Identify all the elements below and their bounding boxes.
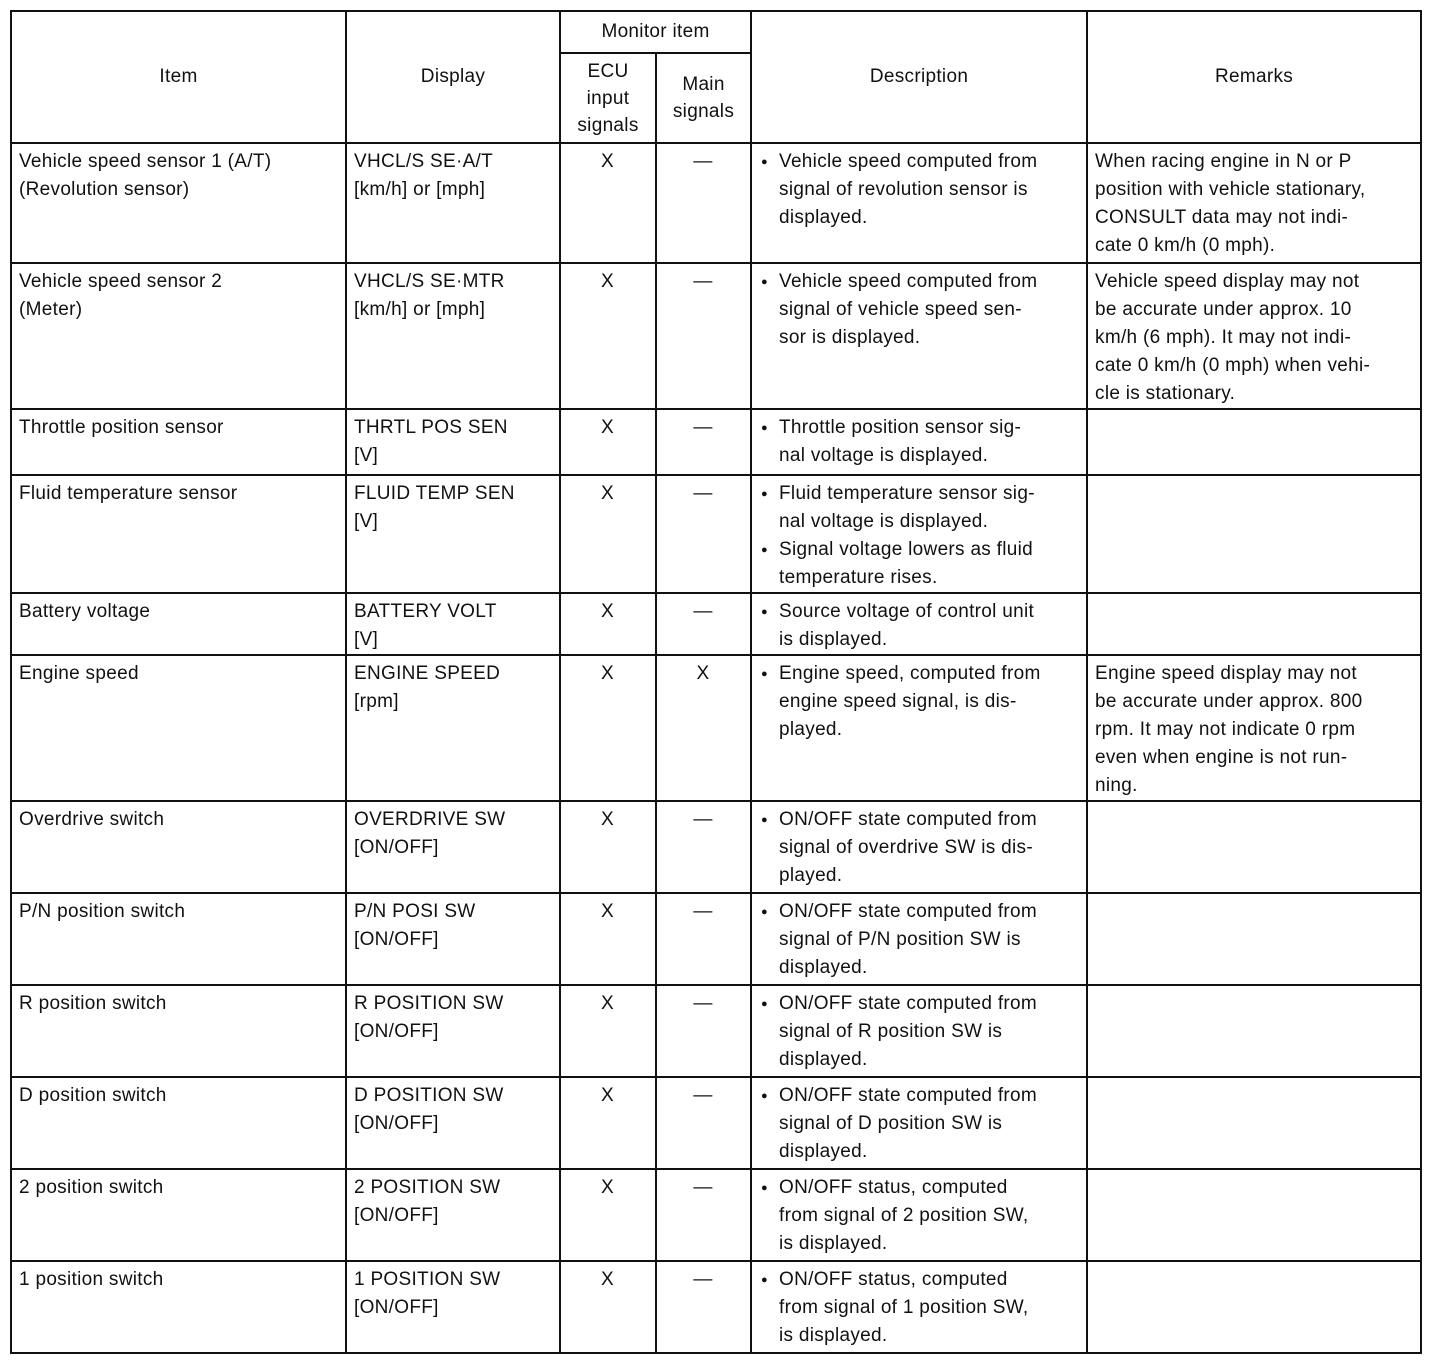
description-bullet: ● Engine speed, computed from engine speed signal, is dis- played. xyxy=(759,660,1078,744)
ecu-input-signal-mark: X xyxy=(560,1077,656,1169)
description-cell xyxy=(751,985,1087,1077)
main-signal-mark: — xyxy=(656,1261,751,1353)
ecu-input-signal-mark: X xyxy=(560,893,656,985)
main-signal-mark: — xyxy=(656,893,751,985)
description-cell xyxy=(751,1169,1087,1261)
display-cell: 1 POSITION SW [ON/OFF] xyxy=(346,1261,560,1353)
remarks-cell xyxy=(1087,1261,1421,1353)
description-cell xyxy=(751,593,1087,655)
main-signal-mark: — xyxy=(656,1077,751,1169)
description-bullet: ● Vehicle speed computed from signal of vehicle speed sen- sor is displayed. xyxy=(759,268,1078,352)
item-cell: Overdrive switch xyxy=(11,801,346,893)
header-remarks: Remarks xyxy=(1087,11,1421,143)
header-main-signals: Main signals xyxy=(656,53,751,143)
main-signal-mark: — xyxy=(656,475,751,593)
remarks-cell xyxy=(1087,1169,1421,1261)
description-bullet: ● ON/OFF state computed from signal of P/N position SW is displayed. xyxy=(759,898,1078,982)
main-signal-mark: — xyxy=(656,1169,751,1261)
ecu-input-signal-mark: X xyxy=(560,593,656,655)
description-bullet: ● Throttle position sensor sig- nal voltage is displayed. xyxy=(759,414,1078,470)
description-cell xyxy=(751,409,1087,475)
table-body xyxy=(11,143,1421,1353)
remarks-cell xyxy=(1087,593,1421,655)
item-cell: Fluid temperature sensor xyxy=(11,475,346,593)
description-cell xyxy=(751,143,1087,263)
header-item: Item xyxy=(11,11,346,143)
display-cell: OVERDRIVE SW [ON/OFF] xyxy=(346,801,560,893)
item-cell: Battery voltage xyxy=(11,593,346,655)
header-description: Description xyxy=(751,11,1087,143)
ecu-input-signal-mark: X xyxy=(560,1169,656,1261)
display-cell: 2 POSITION SW [ON/OFF] xyxy=(346,1169,560,1261)
table-row xyxy=(11,801,1421,893)
display-cell: R POSITION SW [ON/OFF] xyxy=(346,985,560,1077)
ecu-input-signal-mark: X xyxy=(560,263,656,409)
remarks-cell: Engine speed display may not be accurate under approx. 800 rpm. It may not indicate 0 rpm even when engine is not run- ning. xyxy=(1087,655,1421,801)
table-row xyxy=(11,475,1421,593)
display-cell: THRTL POS SEN [V] xyxy=(346,409,560,475)
description-bullet: ● ON/OFF state computed from signal of overdrive SW is dis- played. xyxy=(759,806,1078,890)
item-cell: 1 position switch xyxy=(11,1261,346,1353)
display-cell: D POSITION SW [ON/OFF] xyxy=(346,1077,560,1169)
main-signal-mark: — xyxy=(656,263,751,409)
description-bullet: ● ON/OFF state computed from signal of D position SW is displayed. xyxy=(759,1082,1078,1166)
remarks-cell xyxy=(1087,985,1421,1077)
ecu-input-signal-mark: X xyxy=(560,143,656,263)
table-row xyxy=(11,593,1421,655)
item-cell: Throttle position sensor xyxy=(11,409,346,475)
table-row xyxy=(11,1077,1421,1169)
display-cell: VHCL/S SE·MTR [km/h] or [mph] xyxy=(346,263,560,409)
display-cell: BATTERY VOLT [V] xyxy=(346,593,560,655)
description-bullet: ● Signal voltage lowers as fluid temperature rises. xyxy=(759,536,1078,592)
item-cell: R position switch xyxy=(11,985,346,1077)
remarks-cell xyxy=(1087,1077,1421,1169)
description-cell xyxy=(751,801,1087,893)
description-cell xyxy=(751,1261,1087,1353)
description-bullet: ● Fluid temperature sensor sig- nal voltage is displayed. xyxy=(759,480,1078,536)
main-signal-mark: — xyxy=(656,409,751,475)
display-cell: ENGINE SPEED [rpm] xyxy=(346,655,560,801)
table-row xyxy=(11,143,1421,263)
description-bullet: ● ON/OFF status, computed from signal of 1 position SW, is displayed. xyxy=(759,1266,1078,1350)
description-bullet: ● ON/OFF state computed from signal of R position SW is displayed. xyxy=(759,990,1078,1074)
main-signal-mark: — xyxy=(656,593,751,655)
remarks-cell: When racing engine in N or P position with vehicle stationary, CONSULT data may not indi- cate 0 km/h (0 mph). xyxy=(1087,143,1421,263)
remarks-cell xyxy=(1087,893,1421,985)
description-cell xyxy=(751,1077,1087,1169)
ecu-input-signal-mark: X xyxy=(560,801,656,893)
header-ecu-input-signals: ECU input signals xyxy=(560,53,656,143)
table-row xyxy=(11,893,1421,985)
description-bullet: ● Vehicle speed computed from signal of revolution sensor is displayed. xyxy=(759,148,1078,232)
header-display: Display xyxy=(346,11,560,143)
remarks-cell xyxy=(1087,475,1421,593)
display-cell: P/N POSI SW [ON/OFF] xyxy=(346,893,560,985)
remarks-cell xyxy=(1087,409,1421,475)
monitor-item-table xyxy=(10,10,1422,1354)
table-row xyxy=(11,1169,1421,1261)
table-row xyxy=(11,985,1421,1077)
ecu-input-signal-mark: X xyxy=(560,409,656,475)
header-monitor-item: Monitor item xyxy=(560,11,751,53)
remarks-cell: Vehicle speed display may not be accurate under approx. 10 km/h (6 mph). It may not indi- cate 0 km/h (0 mph) when vehi- cle is stationary. xyxy=(1087,263,1421,409)
ecu-input-signal-mark: X xyxy=(560,655,656,801)
description-cell xyxy=(751,263,1087,409)
description-bullet: ● Source voltage of control unit is displayed. xyxy=(759,598,1078,654)
main-signal-mark: — xyxy=(656,985,751,1077)
item-cell: D position switch xyxy=(11,1077,346,1169)
display-cell: FLUID TEMP SEN [V] xyxy=(346,475,560,593)
table-row xyxy=(11,1261,1421,1353)
main-signal-mark: — xyxy=(656,143,751,263)
description-cell xyxy=(751,475,1087,593)
description-cell xyxy=(751,893,1087,985)
table-row xyxy=(11,655,1421,801)
main-signal-mark: — xyxy=(656,801,751,893)
remarks-cell xyxy=(1087,801,1421,893)
main-signal-mark: X xyxy=(656,655,751,801)
table-row xyxy=(11,263,1421,409)
display-cell: VHCL/S SE·A/T [km/h] or [mph] xyxy=(346,143,560,263)
item-cell: 2 position switch xyxy=(11,1169,346,1261)
item-cell: Vehicle speed sensor 2 (Meter) xyxy=(11,263,346,409)
ecu-input-signal-mark: X xyxy=(560,985,656,1077)
description-cell xyxy=(751,655,1087,801)
item-cell: P/N position switch xyxy=(11,893,346,985)
ecu-input-signal-mark: X xyxy=(560,475,656,593)
table-row xyxy=(11,409,1421,475)
description-bullet: ● ON/OFF status, computed from signal of 2 position SW, is displayed. xyxy=(759,1174,1078,1258)
ecu-input-signal-mark: X xyxy=(560,1261,656,1353)
item-cell: Vehicle speed sensor 1 (A/T) (Revolution sensor) xyxy=(11,143,346,263)
item-cell: Engine speed xyxy=(11,655,346,801)
